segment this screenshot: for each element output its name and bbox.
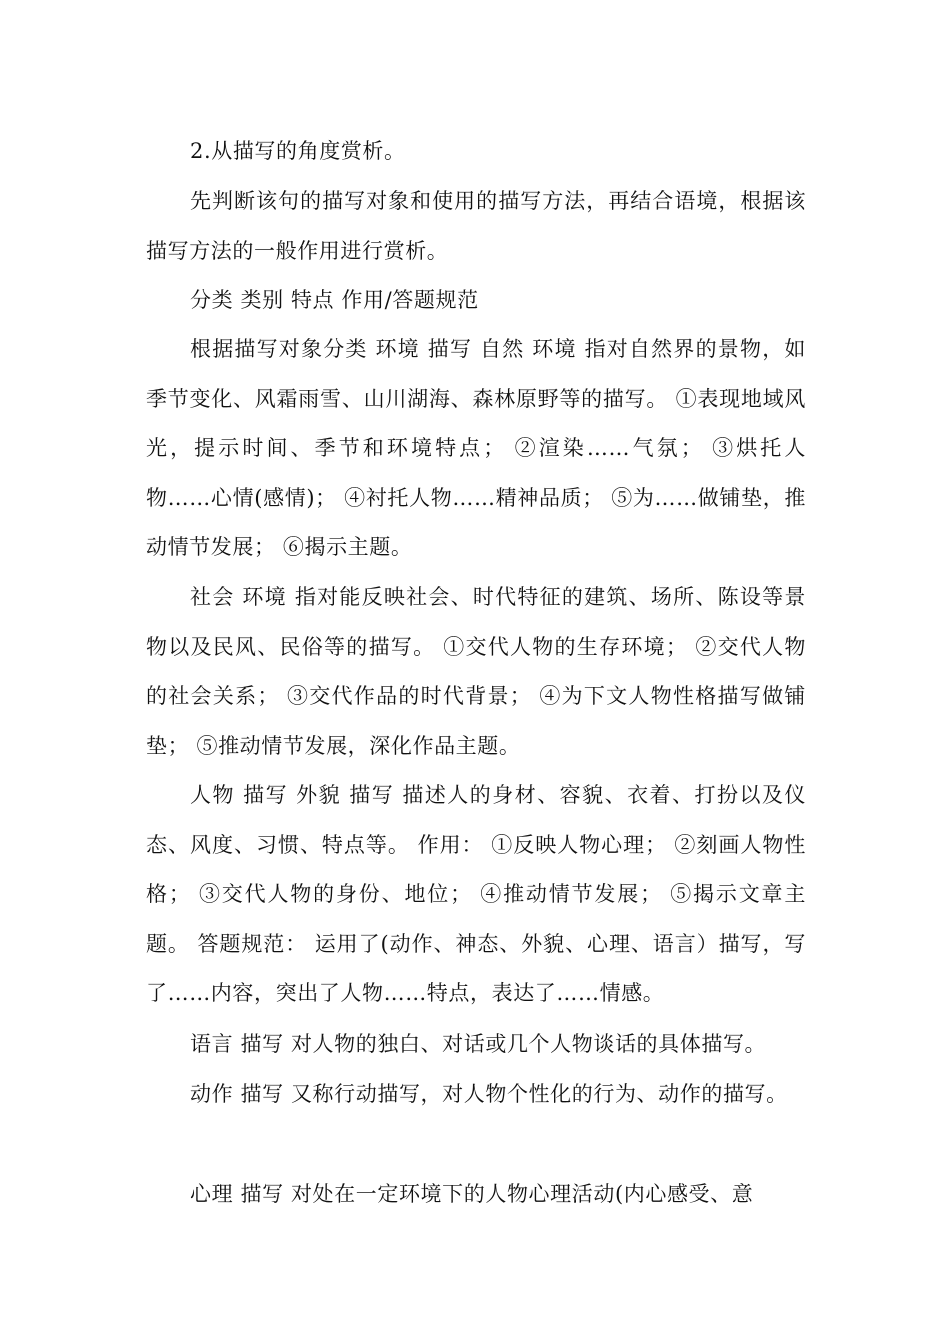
- natural-environment-paragraph: 根据描写对象分类 环境 描写 自然 环境 指对自然界的景物，如季节变化、风霜雨雪、山川湖海、森林原野等的描写。 ①表现地域风光，提示时间、季节和环境特点； ②渲染……气氛； ③烘托人物……心情(感情)； ④衬托人物……精神品质； ⑤为……做铺垫，推动情节发展； ⑥揭示主题。: [146, 337, 806, 559]
- action-description-paragraph: 动作 描写 又称行动描写，对人物个性化的行为、动作的描写。: [190, 1082, 788, 1106]
- section-heading: 2.从描写的角度赏析。: [190, 139, 406, 163]
- intro-paragraph: 先判断该句的描写对象和使用的描写方法，再结合语境，根据该描写方法的一般作用进行赏析。: [146, 189, 806, 263]
- table-header-line: 分类 类别 特点 作用/答题规范: [190, 288, 479, 312]
- appearance-description-paragraph: 人物 描写 外貌 描写 描述人的身材、容貌、衣着、打扮以及仪态、风度、习惯、特点等。 作用： ①反映人物心理； ②刻画人物性格； ③交代人物的身份、地位； ④推动情节发展； ⑤揭示文章主题。 答题规范： 运用了(动作、神态、外貌、心理、语言）描写，写了……内容，突出了人物……特点，表达了……情感。: [146, 783, 806, 1005]
- language-description-paragraph: 语言 描写 对人物的独白、对话或几个人物谈话的具体描写。: [190, 1032, 767, 1056]
- psychological-description-paragraph: 心理 描写 对处在一定环境下的人物心理活动(内心感受、意: [190, 1182, 754, 1206]
- social-environment-paragraph: 社会 环境 指对能反映社会、时代特征的建筑、场所、陈设等景物以及民风、民俗等的描写。 ①交代人物的生存环境； ②交代人物的社会关系； ③交代作品的时代背景； ④为下文人物性格描写做铺垫； ⑤推动情节发展，深化作品主题。: [146, 585, 806, 758]
